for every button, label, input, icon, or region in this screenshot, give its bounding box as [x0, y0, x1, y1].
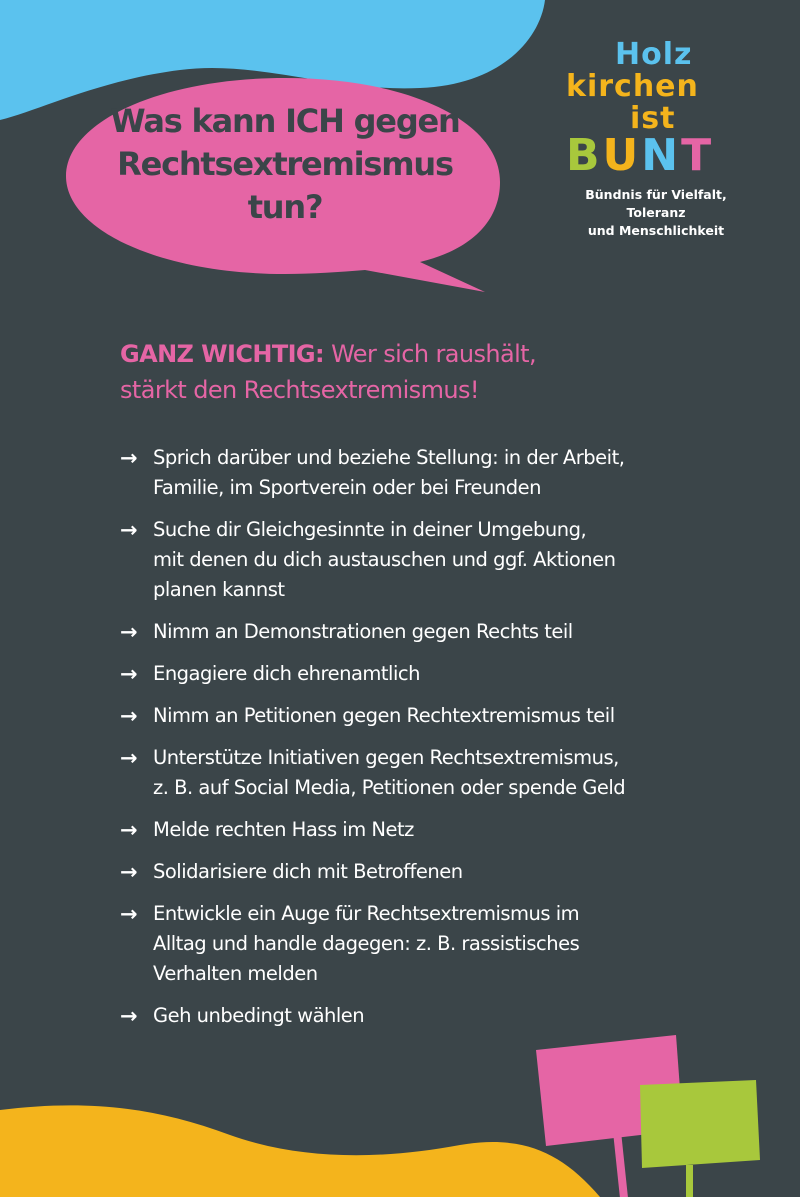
action-text-line: Geh unbedingt wählen [153, 1004, 365, 1027]
action-text-line: Nimm an Petitionen gegen Rechtextremismus teil [153, 704, 615, 727]
logo-holzkirchen-ist-bunt [560, 37, 760, 240]
arrow-right-icon: → [120, 518, 138, 542]
arrow-right-icon: → [120, 818, 138, 842]
action-text-line: Sprich darüber und beziehe Stellung: in der Arbeit, [153, 446, 625, 469]
important-text-line1: Wer sich raushält, [331, 340, 536, 368]
action-list [120, 443, 780, 1043]
action-text-line: Melde rechten Hass im Netz [153, 818, 414, 841]
action-item [120, 659, 780, 689]
action-text-line: Alltag und handle dagegen: z. B. rassistisches [153, 932, 580, 955]
arrow-right-icon: → [120, 446, 138, 470]
arrow-right-icon: → [120, 704, 138, 728]
action-item [120, 899, 780, 989]
action-text-line: Engagiere dich ehrenamtlich [153, 662, 420, 685]
action-item [120, 443, 780, 503]
important-text-line2: stärkt den Rechtsextremismus! [120, 376, 479, 404]
action-text-line: Suche dir Gleichgesinnte in deiner Umgebung, [153, 518, 587, 541]
heading-line: tun? [247, 188, 323, 226]
arrow-right-icon: → [120, 1004, 138, 1028]
arrow-right-icon: → [120, 620, 138, 644]
pink-sign-stick [613, 1135, 628, 1197]
action-item [120, 701, 780, 731]
action-text-line: z. B. auf Social Media, Petitionen oder spende Geld [153, 776, 626, 799]
action-text-line: Unterstütze Initiativen gegen Rechtsextremismus, [153, 746, 619, 769]
logo-word-holz: Holz [615, 37, 693, 72]
action-item [120, 617, 780, 647]
arrow-right-icon: → [120, 662, 138, 686]
yellow-wave [0, 1105, 600, 1197]
heading-line: Was kann ICH gegen [110, 102, 460, 140]
action-text-line: mit denen du dich austauschen und ggf. Aktionen [153, 548, 616, 571]
action-text-line: Entwickle ein Auge für Rechtsextremismus im [153, 902, 580, 925]
green-sign-stick [686, 1165, 693, 1197]
logo-word-kirchen: kirchen [566, 69, 699, 104]
logo-word-ist: ist [630, 101, 676, 136]
logo-subtitle-line: Bündnis für Vielfalt, Toleranz [585, 187, 727, 220]
arrow-right-icon: → [120, 860, 138, 884]
action-item [120, 743, 780, 803]
arrow-right-icon: → [120, 902, 138, 926]
action-text-line: Nimm an Demonstrationen gegen Rechts teil [153, 620, 573, 643]
logo-subtitle-line: und Menschlichkeit [587, 223, 725, 238]
action-item [120, 857, 780, 887]
important-label: GANZ WICHTIG: [120, 340, 325, 368]
speech-bubble-heading [100, 100, 470, 229]
action-item [120, 515, 780, 605]
arrow-right-icon: → [120, 746, 138, 770]
action-item [120, 815, 780, 845]
heading-line: Rechtsextremismus [117, 145, 453, 183]
action-text-line: planen kannst [153, 578, 285, 601]
action-item [120, 1001, 780, 1031]
action-text-line: Familie, im Sportverein oder bei Freunden [153, 476, 541, 499]
logo-subtitle [556, 186, 756, 240]
important-note [120, 336, 720, 408]
green-sign [640, 1080, 760, 1168]
action-text-line: Solidarisiere dich mit Betroffenen [153, 860, 463, 883]
action-text-line: Verhalten melden [153, 962, 318, 985]
logo-word-bunt: BUNT [566, 130, 715, 181]
